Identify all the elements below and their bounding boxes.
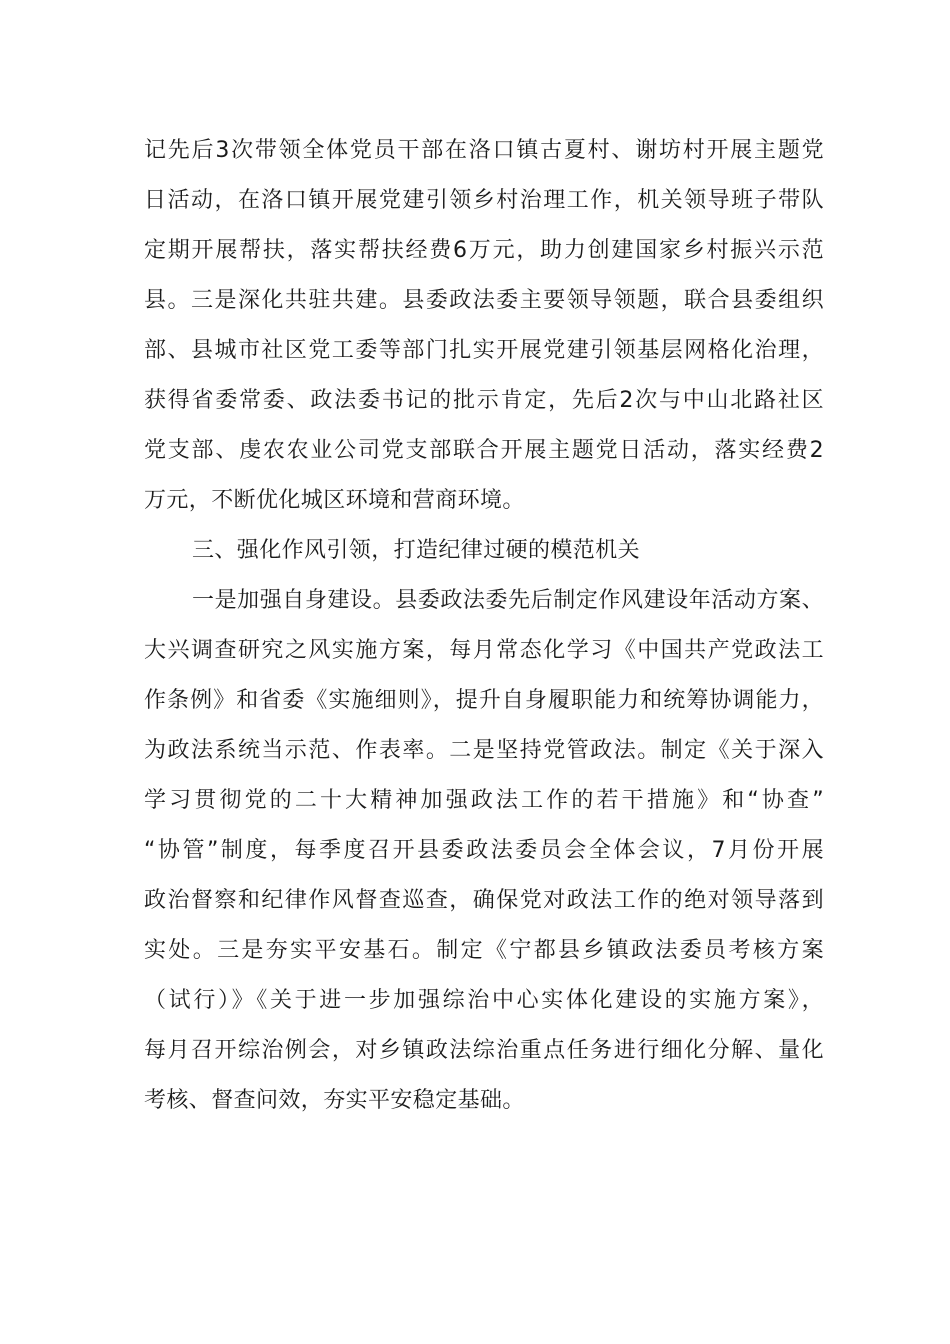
text-line: 学习贯彻党的二十大精神加强政法工作的若干措施》和“协查”: [144, 788, 824, 813]
text-line: 万元，不断优化城区环境和营商环境。: [144, 488, 525, 513]
text-line: 县。三是深化共驻共建。县委政法委主要领导领题，联合县委组织: [144, 288, 824, 313]
text-line: 实处。三是夯实平安基石。制定《宁都县乡镇政法委员考核方案: [144, 938, 824, 963]
text-line: 考核、督查问效，夯实平安稳定基础。: [144, 1088, 525, 1113]
text-line: 党支部、虔农农业公司党支部联合开展主题党日活动，落实经费2: [144, 438, 824, 463]
text-line: 获得省委常委、政法委书记的批示肯定，先后2次与中山北路社区: [144, 388, 824, 413]
section-heading: 三、强化作风引领，打造纪律过硬的模范机关: [192, 538, 641, 563]
text-line: 一是加强自身建设。县委政法委先后制定作风建设年活动方案、: [192, 588, 824, 613]
text-line: 部、县城市社区党工委等部门扎实开展党建引领基层网格化治理，: [144, 338, 824, 363]
text-line: 定期开展帮扶，落实帮扶经费6万元，助力创建国家乡村振兴示范: [144, 238, 824, 263]
text-line: 大兴调查研究之风实施方案，每月常态化学习《中国共产党政法工: [144, 638, 824, 663]
text-line: “协管”制度，每季度召开县委政法委员会全体会议，7月份开展: [144, 838, 824, 863]
text-line: 为政法系统当示范、作表率。二是坚持党管政法。制定《关于深入: [144, 738, 824, 763]
text-line: （试行）》《关于进一步加强综治中心实体化建设的实施方案》，: [144, 988, 824, 1013]
text-line: 作条例》和省委《实施细则》，提升自身履职能力和统筹协调能力，: [144, 688, 824, 713]
text-line: 记先后3次带领全体党员干部在洛口镇古夏村、谢坊村开展主题党: [144, 138, 824, 163]
text-line: 政治督察和纪律作风督查巡查，确保党对政法工作的绝对领导落到: [144, 888, 824, 913]
text-line: 每月召开综治例会，对乡镇政法综治重点任务进行细化分解、量化: [144, 1038, 824, 1063]
text-line: 日活动，在洛口镇开展党建引领乡村治理工作，机关领导班子带队: [144, 188, 824, 213]
